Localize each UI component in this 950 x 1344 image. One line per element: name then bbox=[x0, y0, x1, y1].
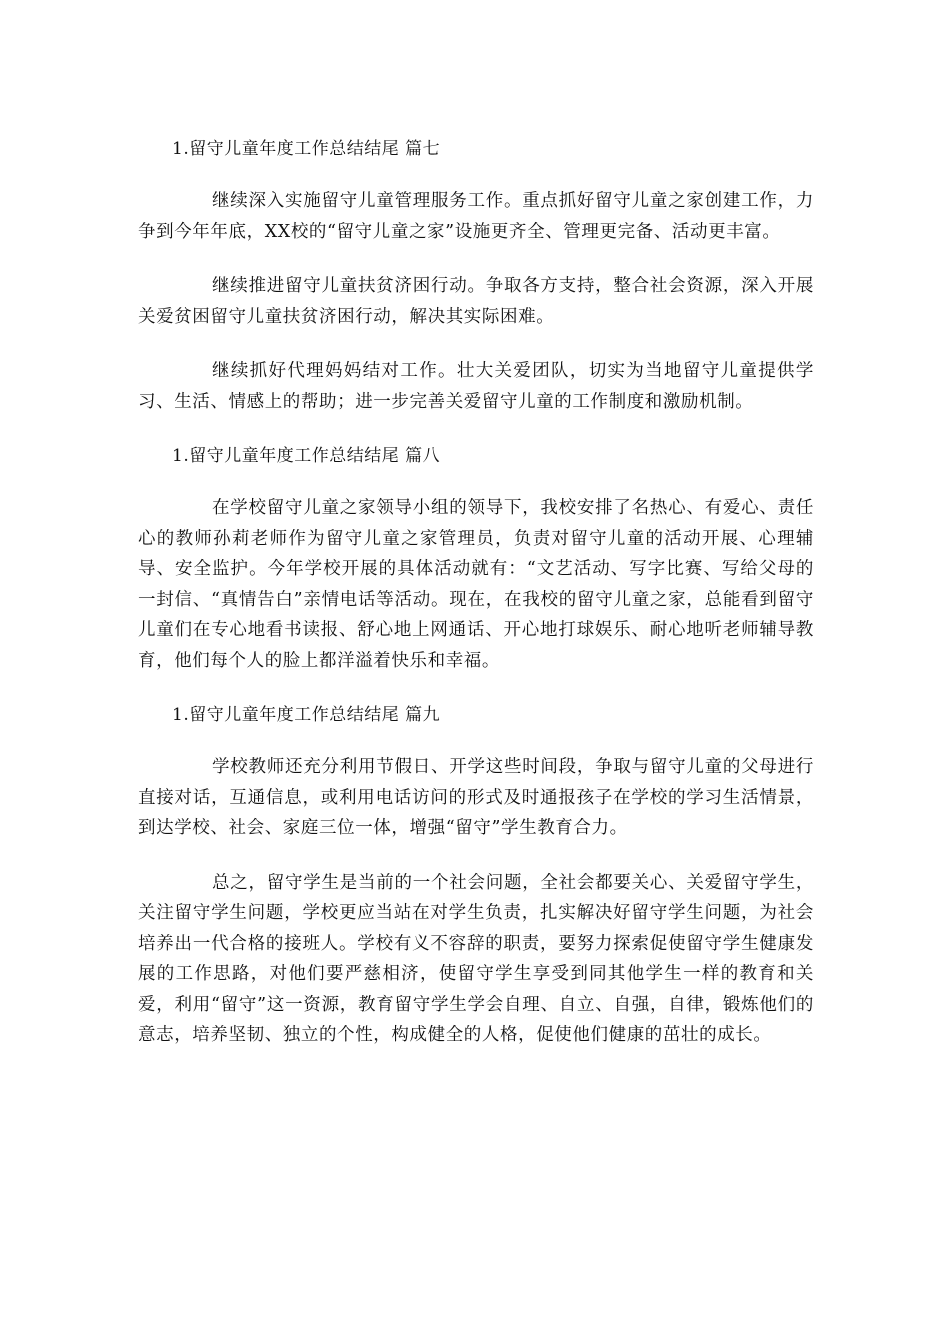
section-heading: 1.留守儿童年度工作总结结尾 篇九 bbox=[172, 705, 441, 725]
section-8 bbox=[138, 441, 814, 700]
section-9 bbox=[138, 700, 814, 1051]
paragraph: 继续推进留守儿童扶贫济困行动。争取各方支持，整合社会资源，深入开展关爱贫困留守儿童扶贫济困行动，解决其实际困难。 bbox=[138, 276, 814, 327]
section-heading: 1.留守儿童年度工作总结结尾 篇七 bbox=[172, 139, 441, 159]
paragraph: 继续抓好代理妈妈结对工作。壮大关爱团队，切实为当地留守儿童提供学习、生活、情感上的帮助；进一步完善关爱留守儿童的工作制度和激励机制。 bbox=[138, 361, 814, 412]
section-7 bbox=[138, 134, 814, 441]
paragraph: 在学校留守儿童之家领导小组的领导下，我校安排了名热心、有爱心、责任心的教师孙莉老师作为留守儿童之家管理员，负责对留守儿童的活动开展、心理辅导、安全监护。今年学校开展的具体活动就有：“文艺活动、写字比赛、写给父母的一封信、“真情告白”亲情电话等活动。现在，在我校的留守儿童之家，总能看到留守儿童们在专心地看书读报、舒心地上网通话、开心地打球娱乐、耐心地听老师辅导教育，他们每个人的脸上都洋溢着快乐和幸福。 bbox=[138, 498, 814, 671]
paragraph: 继续深入实施留守儿童管理服务工作。重点抓好留守儿童之家创建工作，力争到今年年底，XX校的“留守儿童之家”设施更齐全、管理更完备、活动更丰富。 bbox=[138, 191, 814, 242]
document-page bbox=[138, 134, 814, 1051]
section-heading: 1.留守儿童年度工作总结结尾 篇八 bbox=[172, 446, 441, 466]
paragraph: 学校教师还充分利用节假日、开学这些时间段，争取与留守儿童的父母进行直接对话，互通信息，或利用电话访问的形式及时通报孩子在学校的学习生活情景，到达学校、社会、家庭三位一体，增强“留守”学生教育合力。 bbox=[138, 757, 814, 838]
paragraph: 总之，留守学生是当前的一个社会问题，全社会都要关心、关爱留守学生，关注留守学生问题，学校更应当站在对学生负责，扎实解决好留守学生问题，为社会培养出一代合格的接班人。学校有义不容辞的职责，要努力探索促使留守学生健康发展的工作思路，对他们要严慈相济，使留守学生享受到同其他学生一样的教育和关爱，利用“留守”这一资源，教育留守学生学会自理、自立、自强，自律，锻炼他们的意志，培养坚韧、独立的个性，构成健全的人格，促使他们健康的茁壮的成长。 bbox=[138, 872, 814, 1045]
